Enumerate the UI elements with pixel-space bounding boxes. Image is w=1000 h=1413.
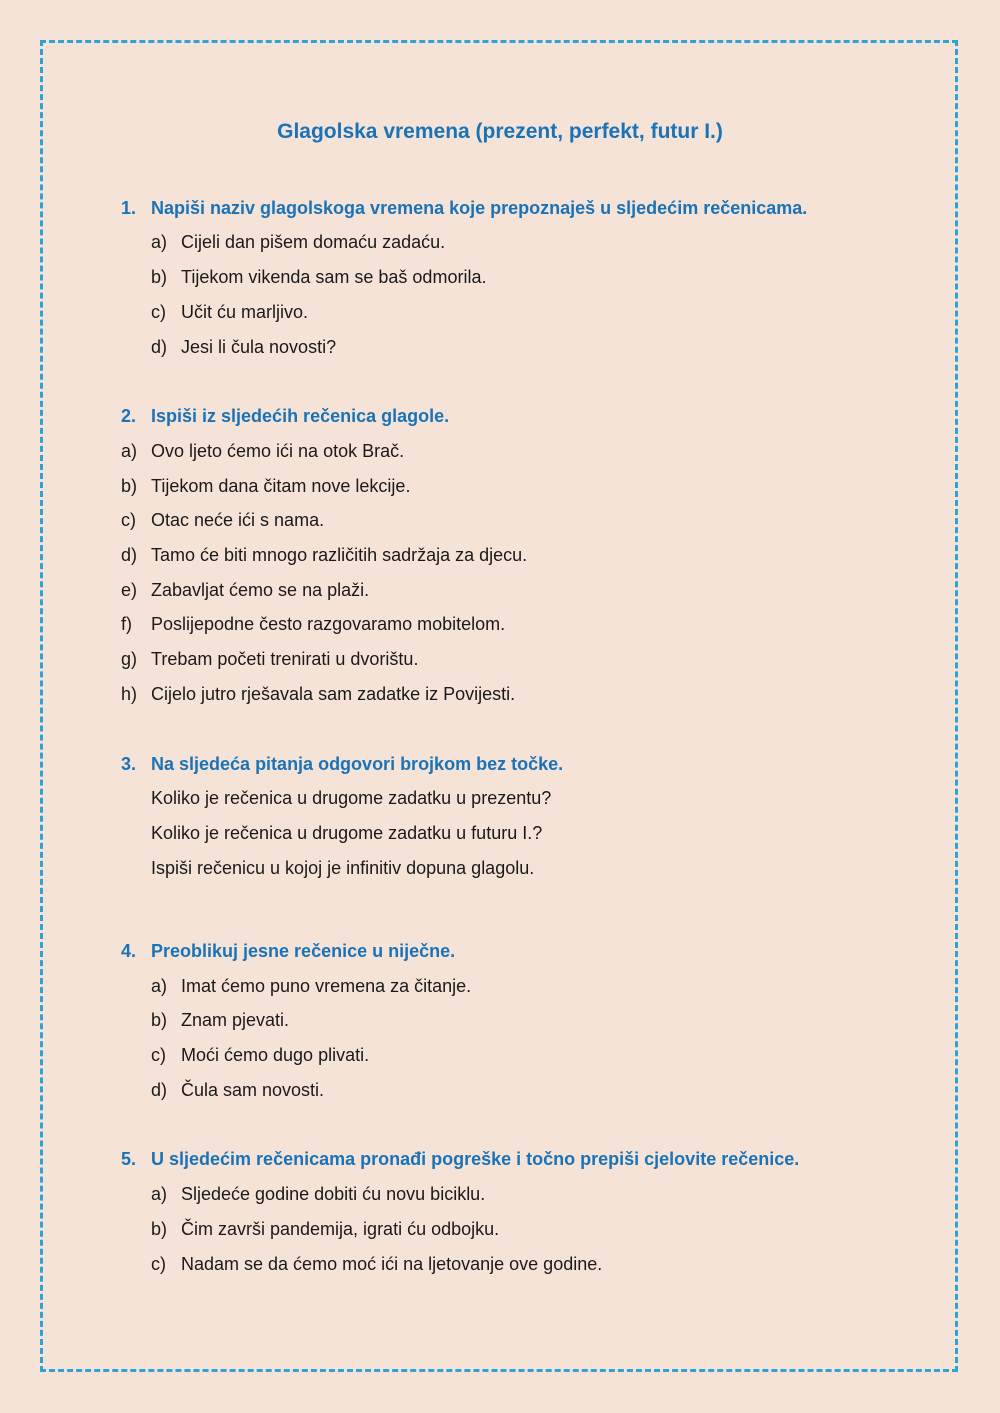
list-item: a) Imat ćemo puno vremena za čitanje. (151, 976, 472, 996)
question-number: 3. (121, 754, 137, 774)
list-item: e) Zabavljat ćemo se na plaži. (121, 580, 370, 600)
question-text: Na sljedeća pitanja odgovori brojkom bez točke. (151, 754, 564, 774)
list-item: b) Tijekom vikenda sam se baš odmorila. (151, 267, 487, 287)
list-item: a) Ovo ljeto ćemo ići na otok Brač. (121, 441, 405, 461)
question-3-heading (121, 752, 563, 776)
question-number: 1. (121, 198, 137, 218)
question-text: U sljedećim rečenicama pronađi pogreške i točno prepiši cjelovite rečenice. (151, 1149, 800, 1169)
list-item: c) Moći ćemo dugo plivati. (151, 1045, 370, 1065)
question-4-heading (121, 939, 455, 963)
list-item: b) Znam pjevati. (151, 1010, 290, 1030)
list-item: c) Nadam se da ćemo moć ići na ljetovanje ove godine. (151, 1254, 603, 1274)
list-item: b) Čim završi pandemija, igrati ću odbojku. (151, 1219, 500, 1239)
list-item: f) Poslijepodne često razgovaramo mobitelom. (121, 614, 506, 634)
list-item: Ispiši rečenicu u kojoj je infinitiv dopuna glagolu. (151, 858, 535, 878)
list-item: d) Čula sam novosti. (151, 1080, 325, 1100)
question-number: 2. (121, 406, 137, 426)
list-item: a) Sljedeće godine dobiti ću novu biciklu. (151, 1184, 486, 1204)
question-text: Preoblikuj jesne rečenice u niječne. (151, 941, 456, 961)
list-item: d) Jesi li čula novosti? (151, 337, 337, 357)
question-5-heading (121, 1147, 799, 1171)
question-number: 5. (121, 1149, 137, 1169)
list-item: h) Cijelo jutro rješavala sam zadatke iz Povijesti. (121, 684, 516, 704)
question-text: Ispiši iz sljedećih rečenica glagole. (151, 406, 450, 426)
list-item: c) Otac neće ići s nama. (121, 510, 325, 530)
list-item: Koliko je rečenica u drugome zadatku u futuru I.? (151, 823, 543, 843)
question-2-heading (121, 404, 449, 428)
question-text: Napiši naziv glagolskoga vremena koje prepoznaješ u sljedećim rečenicama. (151, 198, 808, 218)
list-item: a) Cijeli dan pišem domaću zadaću. (151, 232, 446, 252)
page-title: Glagolska vremena (prezent, perfekt, futur I.) (277, 120, 723, 143)
question-number: 4. (121, 941, 137, 961)
list-item: g) Trebam početi trenirati u dvorištu. (121, 649, 419, 669)
list-item: b) Tijekom dana čitam nove lekcije. (121, 476, 411, 496)
question-1-heading (121, 196, 807, 220)
list-item: Koliko je rečenica u drugome zadatku u prezentu? (151, 788, 552, 808)
list-item: c) Učit ću marljivo. (151, 302, 309, 322)
list-item: d) Tamo će biti mnogo različitih sadržaja za djecu. (121, 545, 528, 565)
